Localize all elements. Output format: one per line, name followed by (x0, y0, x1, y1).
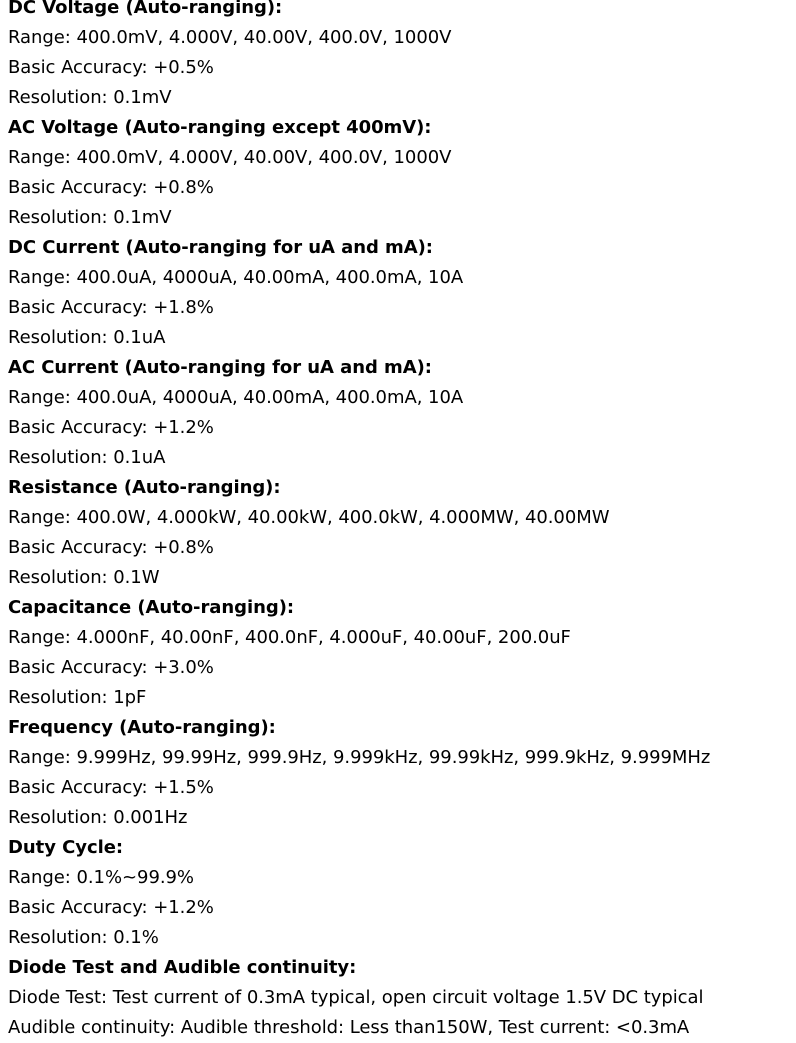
spec-section-frequency (8, 713, 792, 833)
accuracy-line: Basic Accuracy: +1.8% (8, 297, 214, 318)
range-line: Range: 9.999Hz, 99.99Hz, 999.9Hz, 9.999kHz, 99.99kHz, 999.9kHz, 9.999MHz (8, 747, 711, 768)
diode-test-line: Diode Test: Test current of 0.3mA typical, open circuit voltage 1.5V DC typical (8, 987, 704, 1008)
spec-list (8, 0, 792, 1043)
spec-section-duty-cycle (8, 833, 792, 953)
resolution-line: Resolution: 0.1% (8, 927, 159, 948)
accuracy-line: Basic Accuracy: +0.8% (8, 177, 214, 198)
range-line: Range: 400.0uA, 4000uA, 40.00mA, 400.0mA, 10A (8, 387, 464, 408)
spec-section-dc-current (8, 233, 792, 353)
resolution-line: Resolution: 0.1uA (8, 447, 166, 468)
section-heading: AC Current (Auto-ranging for uA and mA): (8, 357, 432, 378)
section-heading: Frequency (Auto-ranging): (8, 717, 276, 738)
resolution-line: Resolution: 0.1mV (8, 207, 172, 228)
accuracy-line: Basic Accuracy: +1.2% (8, 897, 214, 918)
spec-section-dc-voltage (8, 0, 792, 113)
section-heading: AC Voltage (Auto-ranging except 400mV): (8, 117, 432, 138)
range-line: Range: 400.0uA, 4000uA, 40.00mA, 400.0mA, 10A (8, 267, 464, 288)
resolution-line: Resolution: 0.1uA (8, 327, 166, 348)
accuracy-line: Basic Accuracy: +1.2% (8, 417, 214, 438)
resolution-line: Resolution: 1pF (8, 687, 147, 708)
accuracy-line: Basic Accuracy: +3.0% (8, 657, 214, 678)
accuracy-line: Basic Accuracy: +0.8% (8, 537, 214, 558)
spec-section-diode-continuity (8, 953, 792, 1043)
range-line: Range: 400.0W, 4.000kW, 40.00kW, 400.0kW, 4.000MW, 40.00MW (8, 507, 610, 528)
resolution-line: Resolution: 0.001Hz (8, 807, 188, 828)
accuracy-line: Basic Accuracy: +1.5% (8, 777, 214, 798)
section-heading: Capacitance (Auto-ranging): (8, 597, 295, 618)
accuracy-line: Basic Accuracy: +0.5% (8, 57, 214, 78)
section-heading: DC Voltage (Auto-ranging): (8, 0, 283, 18)
section-heading: DC Current (Auto-ranging for uA and mA): (8, 237, 433, 258)
resolution-line: Resolution: 0.1mV (8, 87, 172, 108)
spec-section-resistance (8, 473, 792, 593)
section-heading: Resistance (Auto-ranging): (8, 477, 281, 498)
range-line: Range: 4.000nF, 40.00nF, 400.0nF, 4.000uF, 40.00uF, 200.0uF (8, 627, 571, 648)
continuity-line: Audible continuity: Audible threshold: Less than150W, Test current: <0.3mA (8, 1017, 690, 1038)
range-line: Range: 400.0mV, 4.000V, 40.00V, 400.0V, 1000V (8, 27, 452, 48)
spec-section-ac-current (8, 353, 792, 473)
section-heading: Diode Test and Audible continuity: (8, 957, 357, 978)
range-line: Range: 0.1%~99.9% (8, 867, 194, 888)
section-heading: Duty Cycle: (8, 837, 123, 858)
resolution-line: Resolution: 0.1W (8, 567, 160, 588)
spec-section-capacitance (8, 593, 792, 713)
spec-section-ac-voltage (8, 113, 792, 233)
range-line: Range: 400.0mV, 4.000V, 40.00V, 400.0V, 1000V (8, 147, 452, 168)
